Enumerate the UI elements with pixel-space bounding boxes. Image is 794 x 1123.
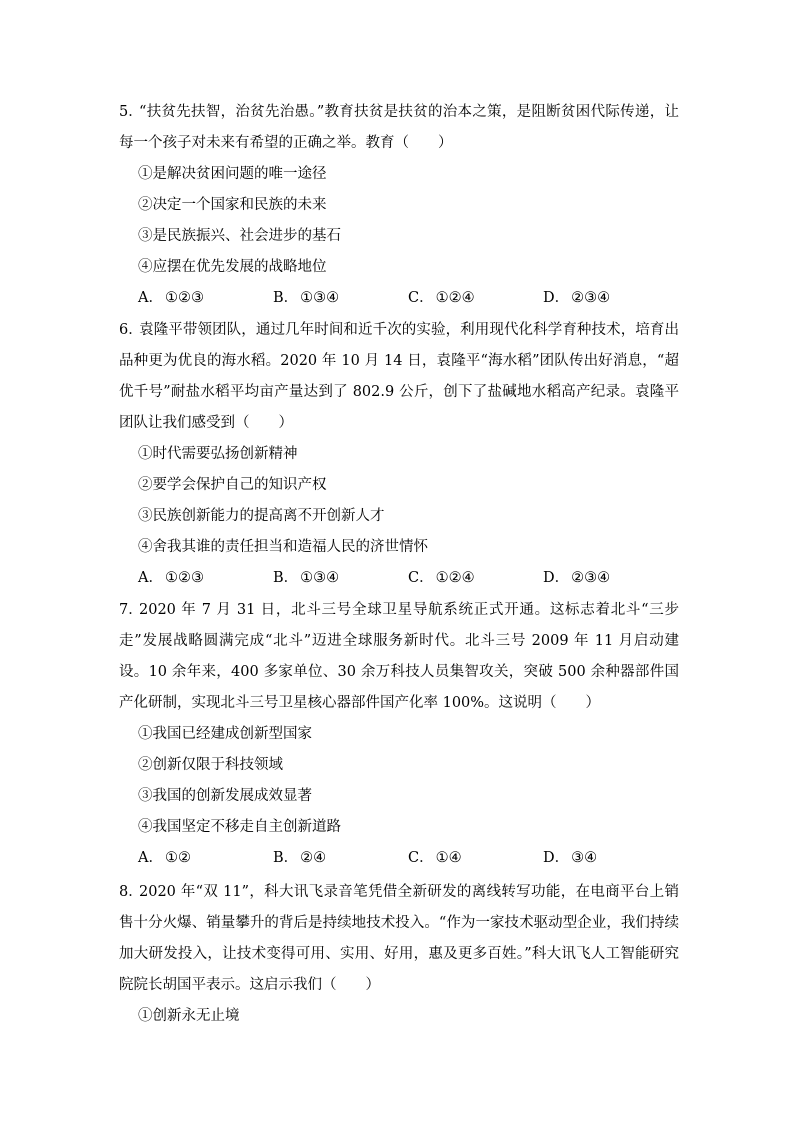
choice-letter: C． xyxy=(408,570,434,586)
question-text: “扶贫先扶智，治贫先治愚。”教育扶贫是扶贫的治本之策，是阻断贫困代际传递，让每一个孩子对未来有希望的正确之举。教育（ ） xyxy=(119,104,679,151)
choice-text: ②③④ xyxy=(571,290,611,306)
statement-item: ④我国坚定不移走自主创新道路 xyxy=(138,819,341,835)
statement-item: ①时代需要弘扬创新精神 xyxy=(138,446,298,462)
question-6 xyxy=(119,315,679,594)
choice-letter: D． xyxy=(543,290,570,306)
choice-b[interactable] xyxy=(273,283,408,314)
question-stem xyxy=(119,315,679,439)
choice-d[interactable] xyxy=(543,283,678,314)
choice-letter: A． xyxy=(138,570,163,586)
question-stem xyxy=(119,877,679,1001)
statement-list xyxy=(119,159,679,283)
statement-item: ①创新永无止境 xyxy=(138,1008,240,1024)
statement-item: ③民族创新能力的提高离不开创新人才 xyxy=(138,508,385,524)
choice-text: ②③④ xyxy=(571,570,611,586)
choice-letter: A． xyxy=(138,850,163,866)
statement-item: ③是民族振兴、社会进步的基石 xyxy=(138,228,341,244)
choice-b[interactable] xyxy=(273,563,408,594)
choice-letter: D． xyxy=(543,570,570,586)
question-text: 2020 年 7 月 31 日，北斗三号全球卫星导航系统正式开通。这标志着北斗“三步走”发展战略圆满完成“北斗”迈进全球服务新时代。北斗三号 2009 年 11 月启动建设。10 余年来，400 多家单位、30 余万科技人员集智攻关，突破 500 余种器部件国产化研制，实现北斗三号卫星核心器部件国产化率 100%。这说明（ ） xyxy=(119,602,679,711)
statement-item: ④舍我其谁的责任担当和造福人民的济世情怀 xyxy=(138,539,428,555)
statement-item: ③我国的创新发展成效显著 xyxy=(138,788,312,804)
choice-letter: C． xyxy=(408,850,434,866)
question-stem xyxy=(119,97,679,159)
choice-text: ①③④ xyxy=(300,570,340,586)
statement-item: ②要学会保护自己的知识产权 xyxy=(138,477,327,493)
choice-text: ①②③ xyxy=(164,570,204,586)
choice-letter: B． xyxy=(273,850,299,866)
choice-c[interactable] xyxy=(408,843,543,874)
choice-d[interactable] xyxy=(543,843,678,874)
choice-c[interactable] xyxy=(408,283,543,314)
answer-choices xyxy=(119,843,679,874)
statement-item: ①是解决贫困问题的唯一途径 xyxy=(138,166,327,182)
question-number: 6． xyxy=(119,322,143,338)
choice-text: ①②④ xyxy=(435,290,475,306)
question-7 xyxy=(119,595,679,874)
choice-text: ①②③ xyxy=(164,290,204,306)
statement-list xyxy=(119,1001,679,1032)
choice-letter: B． xyxy=(273,290,299,306)
choice-text: ①②④ xyxy=(435,570,475,586)
statement-item: ④应摆在优先发展的战略地位 xyxy=(138,259,327,275)
choice-b[interactable] xyxy=(273,843,408,874)
question-number: 7． xyxy=(119,602,143,618)
choice-text: ①② xyxy=(164,850,191,866)
statement-item: ①我国已经建成创新型国家 xyxy=(138,726,312,742)
question-8 xyxy=(119,877,679,1032)
statement-item: ②创新仅限于科技领域 xyxy=(138,757,283,773)
question-text: 2020 年“双 11”，科大讯飞录音笔凭借全新研发的离线转写功能，在电商平台上销售十分火爆、销量攀升的背后是持续地技术投入。“作为一家技术驱动型企业，我们持续加大研发投入，让技术变得可用、实用、好用，惠及更多百姓。”科大讯飞人工智能研究院院长胡国平表示。这启示我们（ ） xyxy=(119,884,679,993)
choice-a[interactable] xyxy=(138,283,273,314)
question-number: 8． xyxy=(119,884,143,900)
answer-choices xyxy=(119,563,679,594)
choice-text: ①③④ xyxy=(300,290,340,306)
answer-choices xyxy=(119,283,679,314)
statement-list xyxy=(119,719,679,843)
question-number: 5． xyxy=(119,104,143,120)
choice-d[interactable] xyxy=(543,563,678,594)
question-text: 袁隆平带领团队，通过几年时间和近千次的实验，利用现代化科学育种技术，培育出品种更为优良的海水稻。2020 年 10 月 14 日，袁隆平“海水稻”团队传出好消息，“超优千号”耐盐水稻平均亩产量达到了 802.9 公斤，创下了盐碱地水稻高产纪录。袁隆平团队让我们感受到（ ） xyxy=(119,322,679,431)
choice-letter: B． xyxy=(273,570,299,586)
choice-text: ②④ xyxy=(300,850,327,866)
statement-list xyxy=(119,439,679,563)
choice-a[interactable] xyxy=(138,563,273,594)
choice-text: ①④ xyxy=(435,850,462,866)
choice-letter: A． xyxy=(138,290,163,306)
choice-letter: D． xyxy=(543,850,570,866)
question-5 xyxy=(119,97,679,314)
choice-a[interactable] xyxy=(138,843,273,874)
choice-c[interactable] xyxy=(408,563,543,594)
choice-letter: C． xyxy=(408,290,434,306)
question-stem xyxy=(119,595,679,719)
statement-item: ②决定一个国家和民族的未来 xyxy=(138,197,327,213)
choice-text: ③④ xyxy=(571,850,598,866)
